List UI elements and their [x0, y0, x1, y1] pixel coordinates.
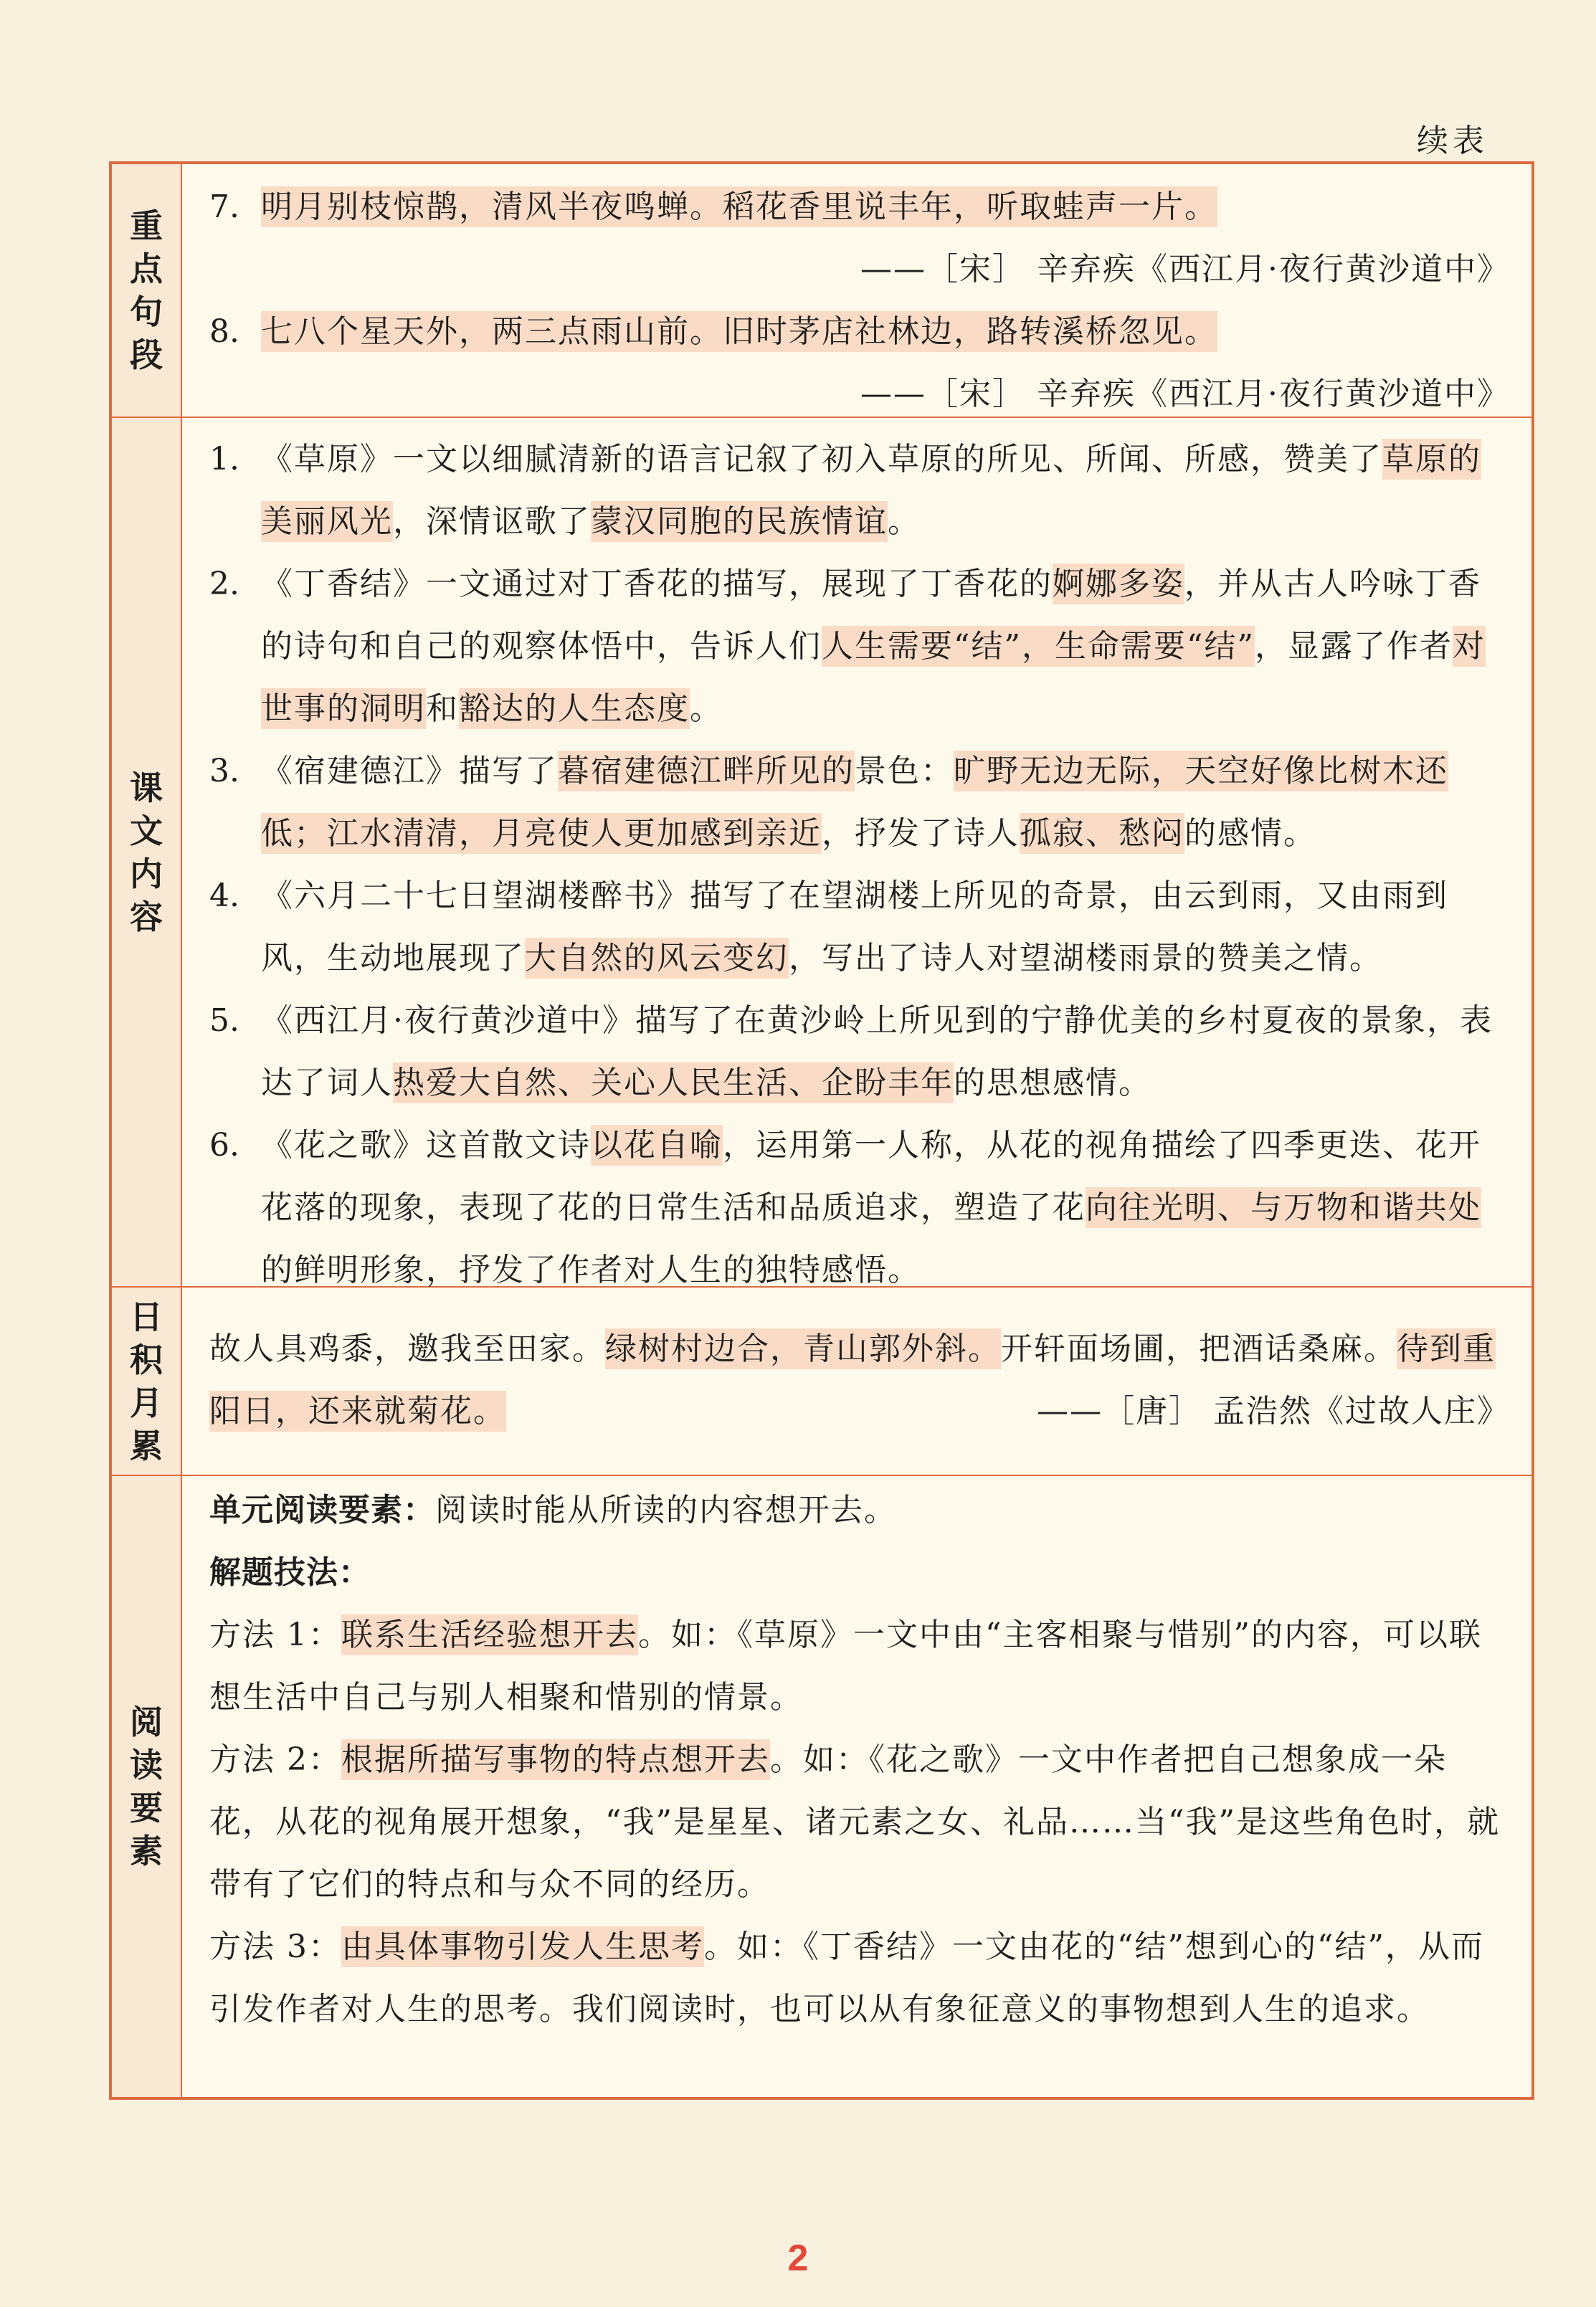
- highlighted-text: 联系生活经验想开去: [341, 1614, 638, 1655]
- content-item: [209, 428, 1510, 553]
- body-text: 。: [690, 690, 723, 727]
- body-text: 。: [888, 503, 921, 540]
- content-paragraph: [209, 1541, 1510, 1604]
- item-number: 8.: [209, 313, 239, 350]
- item-text: [261, 1125, 1481, 1288]
- section-header-char: 月: [130, 1383, 163, 1422]
- body-text: 。如：《花之歌》一文中作者把自己想象成一朵花，从花的视角展开想象，“我”是星星、诸元素之女、礼品……当“我”是这些角色时，就带有了它们的特点和与众不同的经历。: [209, 1741, 1500, 1903]
- content-item: [209, 176, 1510, 238]
- item-number: 5.: [209, 1002, 239, 1039]
- highlighted-text: 婀娜多姿: [1053, 563, 1184, 604]
- highlighted-text: 对世事的洞明: [261, 626, 1486, 729]
- item-number: 7.: [209, 189, 239, 225]
- table-row-reading-elements: [112, 1475, 1531, 2097]
- body-text: 《草原》一文以细腻清新的语言记叙了初入草原的所见、所闻、所感，赞美了: [261, 441, 1382, 477]
- body-text: 方法 3：: [209, 1928, 341, 1965]
- item-text: [261, 877, 1448, 979]
- source-attribution: ——［唐］ 孟浩然《过故人庄》: [1037, 1393, 1510, 1430]
- highlighted-text: 草原的美丽风光: [261, 439, 1481, 542]
- body-text: 《西江月·夜行黄沙道中》描写了在黄沙岭上所见到的宁静优美的乡村夏夜的景象，表达了词人: [261, 1002, 1493, 1101]
- section-header-char: 读: [130, 1746, 163, 1784]
- item-text: [261, 311, 1217, 352]
- body-text: 景色：: [855, 753, 954, 789]
- page-number: 2: [787, 2237, 809, 2279]
- unit-summary-table: [109, 161, 1534, 2100]
- section-header-char: 容: [130, 897, 163, 936]
- body-text: 。如：《草原》一文中由“主客相聚与惜别”的内容，可以联想生活中自己与别人相聚和惜别的情景。: [209, 1617, 1482, 1716]
- highlighted-text: 待到重阳日，还来就菊花。: [209, 1328, 1496, 1432]
- item-text: [261, 751, 1448, 854]
- highlighted-text: 热爱大自然、关心人民生活、企盼丰年: [393, 1062, 954, 1103]
- item-text: [261, 186, 1217, 227]
- bold-label: 解题技法：: [209, 1555, 371, 1590]
- item-text: [261, 563, 1486, 729]
- body-text: 的思想感情。: [954, 1065, 1151, 1101]
- highlighted-text: 豁达的人生态度: [459, 688, 690, 729]
- highlighted-text: 明月别枝惊鹊，清风半夜鸣蝉。稻花香里说丰年，听取蛙声一片。: [261, 186, 1217, 227]
- content-paragraph: [209, 1728, 1510, 1916]
- section-header-char: 句: [130, 292, 163, 331]
- body-text: 《花之歌》这首散文诗: [261, 1127, 591, 1164]
- content-item: [209, 740, 1510, 865]
- content-item: [209, 989, 1510, 1114]
- item-number: 4.: [209, 877, 239, 914]
- section-header-char: 点: [130, 249, 163, 288]
- section-header-char: 内: [130, 854, 163, 893]
- content-paragraph: [209, 1318, 1510, 1442]
- section-header-char: 重: [130, 206, 163, 245]
- body-text: 和: [426, 690, 459, 727]
- highlighted-text: 七八个星天外，两三点雨山前。旧时茅店社林边，路转溪桥忽见。: [261, 311, 1217, 352]
- body-text: 的鲜明形象，抒发了作者对人生的独特感悟。: [261, 1252, 921, 1288]
- body-text: ，写出了诗人对望湖楼雨景的赞美之情。: [789, 940, 1382, 976]
- section-content-key-sentences: [182, 164, 1531, 417]
- content-paragraph: [209, 1604, 1510, 1728]
- content-paragraph: [209, 1479, 1510, 1541]
- section-header-char: 要: [130, 1789, 163, 1827]
- item-number: 2.: [209, 566, 239, 602]
- content-paragraph: [209, 1916, 1510, 2040]
- highlighted-text: 蒙汉同胞的民族情谊: [591, 501, 888, 542]
- body-text: ，并从古人吟咏丁香的诗句和自己的观察体悟中，告诉人们: [261, 566, 1481, 665]
- body-text: 阅读时能从所读的内容想开去。: [435, 1492, 897, 1528]
- section-header-text-content: [112, 418, 182, 1286]
- source-attribution: ——［宋］ 辛弃疾《西江月·夜行黄沙道中》: [860, 376, 1510, 412]
- highlighted-text: 暮宿建德江畔所见的: [558, 751, 855, 791]
- item-number: 3.: [209, 753, 239, 789]
- highlighted-text: 由具体事物引发人生思考: [341, 1926, 704, 1967]
- section-header-char: 段: [130, 336, 163, 374]
- body-text: 故人具鸡黍，邀我至田家。: [209, 1331, 605, 1367]
- section-header-char: 累: [130, 1426, 163, 1465]
- table-row-text-content: [112, 417, 1531, 1286]
- section-header-char: 素: [130, 1832, 163, 1870]
- item-text: [261, 1002, 1493, 1103]
- highlighted-text: 根据所描写事物的特点想开去: [341, 1739, 770, 1780]
- content-item: [209, 300, 1510, 363]
- section-header-char: 日: [130, 1297, 163, 1336]
- section-header-char: 课: [130, 768, 163, 807]
- section-header-char: 阅: [130, 1703, 163, 1741]
- body-text: 。如：《丁香结》一文由花的“结”想到心的“结”，从而引发作者对人生的思考。我们阅读时，也可以从有象征意义的事物想到人生的追求。: [209, 1928, 1484, 2027]
- section-header-char: 文: [130, 811, 163, 850]
- continued-table-label: 续表: [1417, 123, 1488, 159]
- highlighted-text: 绿树村边合，青山郭外斜。: [605, 1328, 1001, 1369]
- highlighted-text: 大自然的风云变幻: [525, 938, 789, 979]
- highlighted-text: 向往光明、与万物和谐共处: [1086, 1187, 1481, 1228]
- body-text: 《六月二十七日望湖楼醉书》描写了在望湖楼上所见的奇景，由云到雨，又由雨到风，生动地展现了: [261, 877, 1448, 976]
- highlighted-text: 以花自喻: [591, 1125, 723, 1166]
- section-header-reading-elements: [112, 1476, 182, 2097]
- body-text: 《宿建德江》描写了: [261, 753, 558, 789]
- body-text: 开轩面场圃，把酒话桑麻。: [1001, 1331, 1397, 1367]
- section-header-daily-accumulation: [112, 1288, 182, 1475]
- body-text: ，显露了作者: [1254, 628, 1453, 665]
- body-text: 方法 1：: [209, 1617, 341, 1653]
- source-attribution: ——［宋］ 辛弃疾《西江月·夜行黄沙道中》: [860, 251, 1510, 287]
- highlighted-text: 旷野无边无际，天空好像比树木还低；江水清清，月亮使人更加感到亲近: [261, 751, 1448, 854]
- table-row-daily-accumulation: [112, 1286, 1531, 1475]
- section-content-daily-accumulation: [182, 1288, 1531, 1475]
- item-number: 1.: [209, 441, 239, 477]
- highlighted-text: 人生需要“结”，生命需要“结”: [822, 626, 1255, 667]
- item-text: [261, 439, 1481, 542]
- body-text: ，抒发了诗人: [822, 815, 1020, 852]
- highlighted-text: 孤寂、愁闷: [1020, 813, 1184, 854]
- section-header-key-sentences: [112, 164, 182, 417]
- body-text: 方法 2：: [209, 1741, 341, 1778]
- body-text: 的感情。: [1184, 815, 1316, 852]
- bold-label: 单元阅读要素：: [209, 1493, 435, 1528]
- table-row-key-sentences: [112, 164, 1531, 417]
- section-content-text-content: [182, 418, 1531, 1286]
- content-item: [209, 865, 1510, 989]
- content-item: [209, 553, 1510, 740]
- body-text: ，深情讴歌了: [393, 503, 591, 540]
- section-header-char: 积: [130, 1340, 163, 1379]
- body-text: 《丁香结》一文通过对丁香花的描写，展现了丁香花的: [261, 566, 1053, 602]
- section-content-reading-elements: [182, 1476, 1531, 2097]
- item-number: 6.: [209, 1127, 239, 1164]
- body-text: ，运用第一人称，从花的视角描绘了四季更迭、花开花落的现象，表现了花的日常生活和品质追求，塑造了花: [261, 1127, 1481, 1226]
- content-item: [209, 1114, 1510, 1301]
